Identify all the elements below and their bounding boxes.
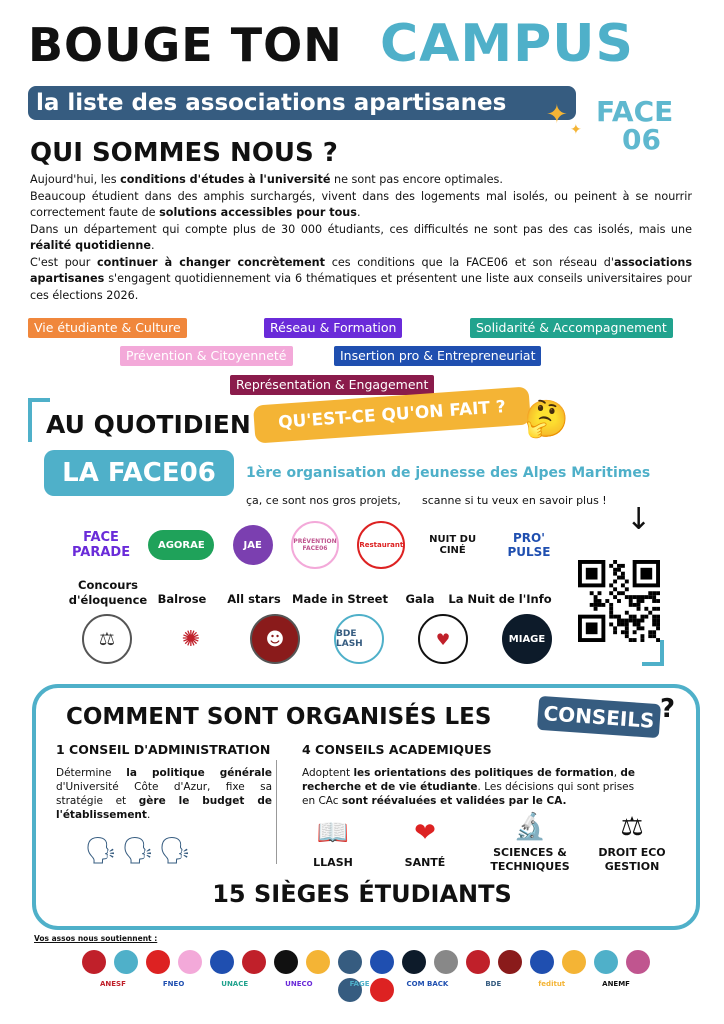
logo-gala xyxy=(418,614,468,664)
face06-badge-text: LA FACE06 xyxy=(62,458,216,488)
supporter-logos-row-1 xyxy=(76,950,656,1006)
project-logos-row xyxy=(72,520,558,570)
event-nuit-info: La Nuit de l'Info xyxy=(448,592,552,606)
supporter-logo xyxy=(530,950,554,974)
logo-eloquence xyxy=(82,614,132,664)
event-made-in-street: Made in Street xyxy=(292,592,388,606)
supporter-logo xyxy=(274,950,298,974)
supporter-logo xyxy=(338,950,362,974)
intro-paragraph-3: Dans un département qui compte plus de 30 000 étudiants, ces difficultés ne sont pas des cas isolés, mais une réalité quotidienne. xyxy=(30,222,692,252)
logo-balrose xyxy=(166,614,216,664)
qui-sommes-nous-title: QUI SOMMES NOUS ? xyxy=(30,138,338,168)
tag-solidarite: Solidarité & Accompagnement xyxy=(470,318,673,338)
face06-logo xyxy=(596,95,696,156)
tag-prevention: Prévention & Citoyenneté xyxy=(120,346,293,366)
fac-droit xyxy=(584,812,680,874)
fac-llash-label: LLASH xyxy=(313,856,353,869)
projects-text: ça, ce sont nos gros projets, xyxy=(246,494,401,507)
thinking-face-icon: 🤔 xyxy=(524,399,569,440)
logo-agorae: AGORAE xyxy=(148,530,214,560)
sparkle-small-icon: ✦ xyxy=(570,122,582,138)
fac-sciences xyxy=(482,812,578,874)
supporter-feditut: feditut xyxy=(538,980,566,988)
sparkle-icon: ✦ xyxy=(546,100,568,130)
supporter-logo xyxy=(594,950,618,974)
fac-droit-label: DROIT ECO GESTION xyxy=(598,846,666,873)
question-text: QU'EST-CE QU'ON FAIT ? xyxy=(277,397,507,433)
face06-logo-line1: FACE xyxy=(596,95,674,128)
event-all-stars: All stars xyxy=(227,592,281,606)
microscope-icon: 🔬 xyxy=(513,812,547,842)
tag-vie-etudiante: Vie étudiante & Culture xyxy=(28,318,187,338)
tag-representation: Représentation & Engagement xyxy=(230,375,434,395)
face06-tagline: 1ère organisation de jeunesse des Alpes Maritimes xyxy=(246,465,651,481)
supporter-logo xyxy=(626,950,650,974)
title-campus: CAMPUS xyxy=(380,14,634,74)
supporter-logo xyxy=(210,950,234,974)
conseils-divider xyxy=(276,760,277,864)
supporter-comback: COM BACK xyxy=(406,980,449,988)
supporter-logos-row-2 xyxy=(100,980,630,988)
supporter-logo xyxy=(466,950,490,974)
supporter-logo xyxy=(146,950,170,974)
supporter-logo xyxy=(82,950,106,974)
logo-all-stars xyxy=(250,614,300,664)
intro-paragraph-1: Aujourd'hui, les conditions d'études à l'université ne sont pas encore optimales. xyxy=(30,173,503,186)
supporter-logo xyxy=(498,950,522,974)
fac-sante-label: SANTÉ xyxy=(404,856,446,869)
event-logos-row xyxy=(82,614,552,664)
intro-paragraph-2: Beaucoup étudient dans des amphis surchargés, vivent dans des logements mal isolés, ou peinent à se nourrir correctement faute de solutions accessibles pour tous. xyxy=(30,189,692,219)
logo-prevention-face06: PRÉVENTION FACE06 xyxy=(291,521,339,569)
supporter-unace: UNACE xyxy=(221,980,249,988)
people-talking-icon: 🗣🗣🗣 xyxy=(84,836,196,866)
supporter-logo xyxy=(434,950,458,974)
soutien-label: Vos assos nous soutiennent : xyxy=(34,934,158,943)
scales-icon: ⚖ xyxy=(98,628,116,650)
subtitle-text: la liste des associations apartisanes xyxy=(36,90,507,116)
supporter-logo xyxy=(114,950,138,974)
logo-face-parade: FACE PARADE xyxy=(71,530,131,560)
au-quotidien-title: AU QUOTIDIEN xyxy=(46,410,251,439)
bracket-bottom-right xyxy=(642,640,664,666)
supporter-anemf: ANEMF xyxy=(602,980,630,988)
supporter-logo xyxy=(306,950,330,974)
qr-code[interactable] xyxy=(578,560,660,642)
cac-title: 4 CONSEILS ACADEMIQUES xyxy=(302,742,492,757)
event-concours-eloquence: Concours d'éloquence xyxy=(68,578,148,607)
logo-jae: JAE xyxy=(233,525,273,565)
event-gala: Gala xyxy=(405,592,435,606)
scan-text: scanne si tu veux en savoir plus ! xyxy=(422,494,607,507)
supporter-logo xyxy=(242,950,266,974)
phoenix-icon: ✺ xyxy=(181,626,201,652)
supporter-logo xyxy=(562,950,586,974)
tag-reseau-formation: Réseau & Formation xyxy=(264,318,402,338)
fac-sciences-label: SCIENCES & TECHNIQUES xyxy=(490,846,570,873)
sieges-etudiants: 15 SIÈGES ÉTUDIANTS xyxy=(212,880,512,908)
ca-title: 1 CONSEIL D'ADMINISTRATION xyxy=(56,742,271,757)
book-icon: 📖 xyxy=(316,818,350,848)
devil-icon: ☻ xyxy=(265,628,285,650)
supporter-uneco: UNECO xyxy=(285,980,313,988)
supporter-anesf: ANESF xyxy=(100,980,126,988)
conseils-tag-text: CONSEILS xyxy=(542,701,656,733)
title-main: BOUGE TON xyxy=(28,18,343,72)
fac-sante xyxy=(390,818,460,870)
logo-restaurant: Restaurant xyxy=(357,521,405,569)
arrow-down-icon: ↓ xyxy=(626,502,652,537)
conseils-title: COMMENT SONT ORGANISÉS LES xyxy=(66,704,492,730)
cac-description: Adoptent les orientations des politiques de formation, de recherche et de vie étudiante. Les décisions qui sont prises en CAc sont réévaluées et validées par le CA. xyxy=(302,767,636,807)
logo-pro-pulse: PRO' PULSE xyxy=(507,531,551,559)
event-balrose: Balrose xyxy=(157,592,207,606)
intro-text xyxy=(30,172,692,304)
intro-paragraph-4: C'est pour continuer à changer concrètement ces conditions que la FACE06 et son réseau d'associations apartisanes s'engagent quotidiennement via 6 thématiques et présentent une liste aux conseils universitaires pour ces élections 2026. xyxy=(30,255,692,302)
conseils-question-mark: ? xyxy=(660,694,676,724)
heart-icon: ❤ xyxy=(414,818,436,848)
supporter-logo xyxy=(370,950,394,974)
supporter-fneo: FNEO xyxy=(162,980,185,988)
supporter-logo xyxy=(402,950,426,974)
logo-bde-lash: BDE LASH xyxy=(334,614,384,664)
supporter-logo xyxy=(178,950,202,974)
face06-logo-line2: 06 xyxy=(622,123,661,156)
logo-nuit-du-cine: NUIT DU CINÉ xyxy=(429,534,477,556)
fac-llash xyxy=(298,818,368,870)
supporter-fage: FAGE xyxy=(349,980,370,988)
tag-insertion-pro: Insertion pro & Entrepreneuriat xyxy=(334,346,541,366)
scales-icon: ⚖ xyxy=(620,812,644,842)
supporter-bde: BDE xyxy=(485,980,502,988)
logo-miage: MIAGE xyxy=(502,614,552,664)
subtitle-banner xyxy=(28,86,576,120)
ca-description: Détermine la politique générale d'Université Côte d'Azur, fixe sa stratégie et gère le budget de l'établissement. xyxy=(56,767,272,821)
face06-badge xyxy=(44,450,234,496)
lips-icon: ♥ xyxy=(435,629,451,649)
